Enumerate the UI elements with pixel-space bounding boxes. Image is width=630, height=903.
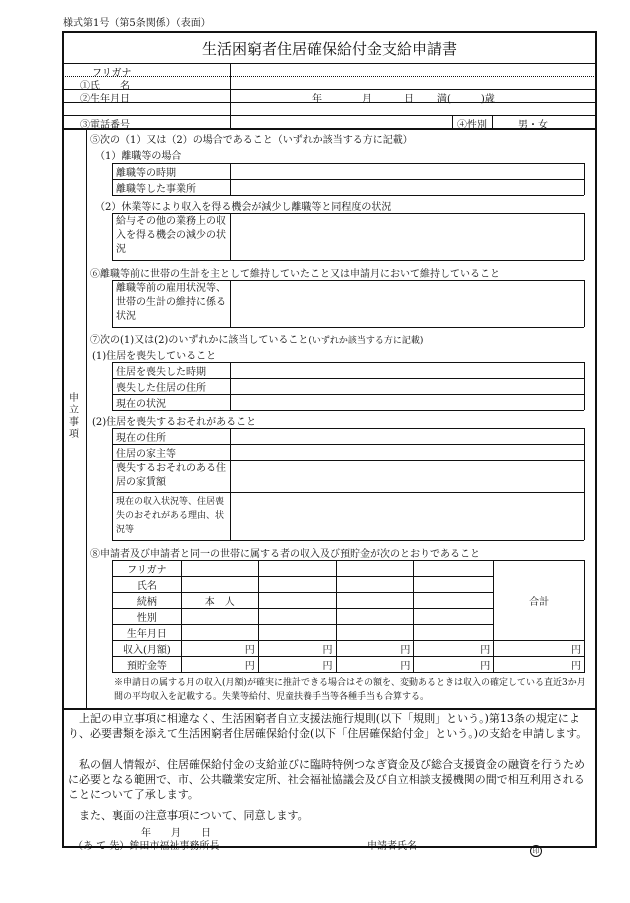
declaration-paragraph-1: 上記の申立事項に相違なく、生活困窮者自立支援法施行規則(以下「規則」という。)第13条の規定により、必要書類を添えて生活困窮者住居確保給付金(以下「住居確保給付金」という。)の支給を申請します。 — [68, 712, 588, 740]
birth-year-label: 年 — [312, 94, 322, 105]
birth-month-label: 月 — [362, 94, 372, 105]
applicant-name-label: 申請者氏名 — [367, 841, 417, 852]
income-row-name: 氏名 — [113, 577, 182, 593]
section7-heading — [90, 331, 423, 346]
household-income-table — [112, 560, 585, 673]
yen-unit: 円 — [181, 657, 258, 673]
income-row-birthdate: 生年月日 — [113, 625, 182, 641]
birthdate-label: ②生年月日 — [80, 94, 130, 105]
form-title: 生活困窮者住居確保給付金支給申請書 — [201, 40, 457, 58]
row-current-address: 現在の住所 — [116, 433, 166, 444]
row-separation-date: 離職等の時期 — [116, 168, 176, 179]
yen-unit: 円 — [258, 657, 336, 673]
birth-day-label: 日 — [404, 94, 414, 105]
name-label: ①氏 名 — [80, 81, 130, 92]
income-row-savings: 預貯金等 — [113, 657, 182, 673]
gender-options: 男・女 — [518, 120, 548, 131]
declaration-paragraph-3: また、裏面の注意事項について、同意します。 — [79, 809, 309, 822]
row-separation-employer: 離職等した事業所 — [116, 184, 196, 195]
row-lost-address: 喪失した住居の住所 — [116, 383, 206, 394]
row-loss-risk-reason: 現在の収入状況等、住居喪失のおそれがある理由、状況等 — [116, 497, 225, 535]
declaration-paragraph-2: 私の個人情報が、住居確保給付金の支給並びに臨時特例つなぎ資金及び総合支援資金の融資を行うために必要となる範囲で、市、公共職業安定所、社会福祉協議会及び自立相談支援機関の間で相互利用されることについて了承します。 — [68, 758, 585, 801]
yen-unit: 円 — [414, 657, 494, 673]
section7-heading-note: (いずれか該当する方に記載) — [308, 336, 424, 346]
income-row-gender: 性別 — [113, 609, 182, 625]
phone-label: ③電話番号 — [80, 120, 130, 131]
self-relationship: 本 人 — [181, 593, 258, 609]
form-number-label: 様式第1号（第5条関係）（表面） — [63, 18, 211, 29]
gender-label: ④性別 — [457, 120, 487, 131]
yen-unit: 円 — [258, 641, 336, 657]
section5-sub1: （1）離職等の場合 — [95, 151, 182, 162]
row-landlord: 住居の家主等 — [116, 449, 176, 460]
yen-unit: 円 — [336, 641, 414, 657]
row-rent-amount: 喪失するおそれのある住居の家賃額 — [116, 463, 226, 488]
declaration-side-label: 申立事項 — [69, 393, 79, 440]
age-label: 満( )歳 — [437, 94, 495, 105]
income-row-furigana: フリガナ — [113, 561, 182, 577]
section7-sub1: (1)住居を喪失していること — [92, 351, 217, 362]
yen-unit: 円 — [494, 641, 585, 657]
yen-unit: 円 — [181, 641, 258, 657]
section5-sub2: （2）休業等により収入を得る機会が減少し離職等と同程度の状況 — [95, 202, 392, 213]
seal-icon: 印 — [530, 845, 542, 857]
section5-heading: ⑤次の（1）又は（2）の場合であること（いずれか該当する方に記載） — [90, 135, 413, 146]
income-row-relationship: 続柄 — [113, 593, 182, 609]
yen-unit: 円 — [494, 657, 585, 673]
row-loss-date: 住居を喪失した時期 — [116, 367, 206, 378]
seal-mark — [530, 838, 542, 857]
section6-heading: ⑥離職等前に世帯の生計を主として維持していたこと又は申請月において維持していること — [90, 269, 500, 280]
section8-heading: ⑧申請者及び申請者と同一の世帯に属する者の収入及び預貯金が次のとおりであること — [90, 549, 480, 560]
income-note: ※申請日の属する月の収入(月額)が確実に推計できる場合はその額を、変動あるときは収入の確定している直近3か月間の平均収入を記載する。失業等給付、児童扶養手当等各種手当も合算する。 — [114, 678, 586, 702]
row-income-reduction: 給与その他の業務上の収入を得る機会の減少の状況 — [116, 216, 226, 255]
yen-unit: 円 — [414, 641, 494, 657]
row-current-status: 現在の状況 — [116, 399, 166, 410]
application-date: 年 月 日 — [141, 828, 211, 839]
furigana-label: フリガナ — [92, 68, 132, 79]
section7-heading-text: ⑦次の(1)又は(2)のいずれかに該当していること — [90, 335, 309, 346]
income-row-monthly-income: 収入(月額) — [113, 641, 182, 657]
yen-unit: 円 — [336, 657, 414, 673]
row-household-livelihood: 離職等前の雇用状況等、世帯の生計の維持に係る状況 — [116, 283, 226, 322]
addressee: （あ て 先）鉾田市福祉事務所長 — [73, 841, 220, 852]
section7-sub2: (2)住居を喪失するおそれがあること — [92, 417, 257, 428]
total-header: 合計 — [494, 561, 585, 641]
